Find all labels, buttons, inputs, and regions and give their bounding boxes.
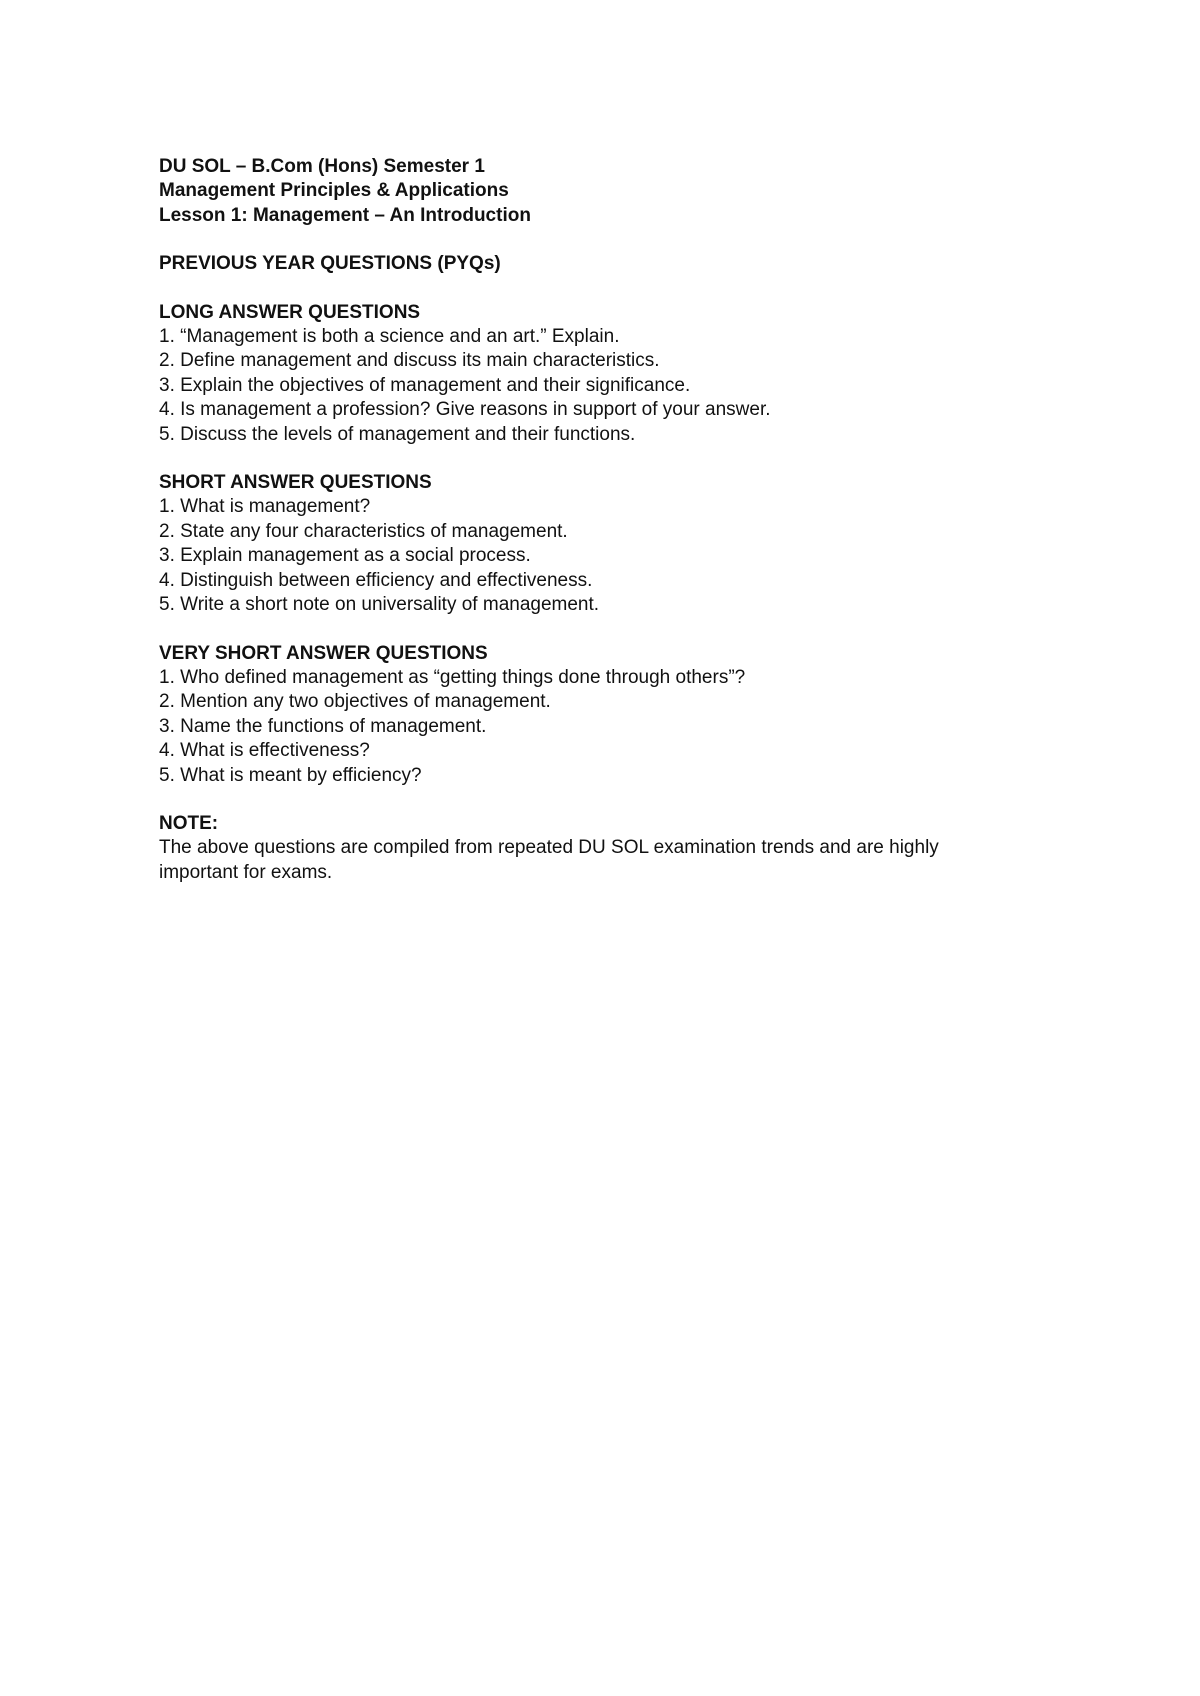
spacer: [159, 277, 1059, 301]
course-title: DU SOL – B.Com (Hons) Semester 1: [159, 156, 485, 177]
list-item: 4. What is effectiveness?: [159, 740, 370, 762]
section-long-answer: [159, 301, 1059, 447]
list-item: 1. Who defined management as “getting things done through others”?: [159, 666, 746, 688]
lesson-title: Lesson 1: Management – An Introduction: [159, 204, 531, 226]
subject-title: Management Principles & Applications: [159, 180, 509, 202]
document-page: [159, 155, 1059, 885]
list-item: 2. Mention any two objectives of management.: [159, 691, 551, 713]
note-section: [159, 812, 1059, 885]
list-item: 4. Distinguish between efficiency and effectiveness.: [159, 569, 593, 591]
spacer: [159, 228, 1059, 252]
list-item: 5. What is meant by efficiency?: [159, 764, 422, 786]
note-heading: NOTE:: [159, 812, 219, 834]
spacer: [159, 788, 1059, 812]
list-item: 2. State any four characteristics of management.: [159, 520, 568, 542]
list-item: 3. Name the functions of management.: [159, 715, 487, 737]
list-item: 5. Write a short note on universality of management.: [159, 594, 600, 616]
spacer: [159, 447, 1059, 471]
spacer: [159, 618, 1059, 642]
note-text: The above questions are compiled from repeated DU SOL examination trends and are highly important for exams.: [159, 837, 939, 883]
section-heading: VERY SHORT ANSWER QUESTIONS: [159, 642, 488, 664]
list-item: 5. Discuss the levels of management and their functions.: [159, 423, 636, 445]
list-item: 1. “Management is both a science and an art.” Explain.: [159, 326, 620, 348]
section-very-short-answer: [159, 642, 1059, 788]
section-short-answer: [159, 471, 1059, 617]
list-item: 1. What is management?: [159, 496, 371, 518]
pyq-heading: PREVIOUS YEAR QUESTIONS (PYQs): [159, 253, 501, 275]
list-item: 2. Define management and discuss its main characteristics.: [159, 350, 660, 372]
section-heading: LONG ANSWER QUESTIONS: [159, 301, 421, 323]
list-item: 3. Explain the objectives of management and their significance.: [159, 374, 691, 396]
document-header: [159, 155, 1059, 228]
list-item: 3. Explain management as a social process.: [159, 545, 531, 567]
section-heading: SHORT ANSWER QUESTIONS: [159, 472, 432, 494]
list-item: 4. Is management a profession? Give reasons in support of your answer.: [159, 399, 771, 421]
